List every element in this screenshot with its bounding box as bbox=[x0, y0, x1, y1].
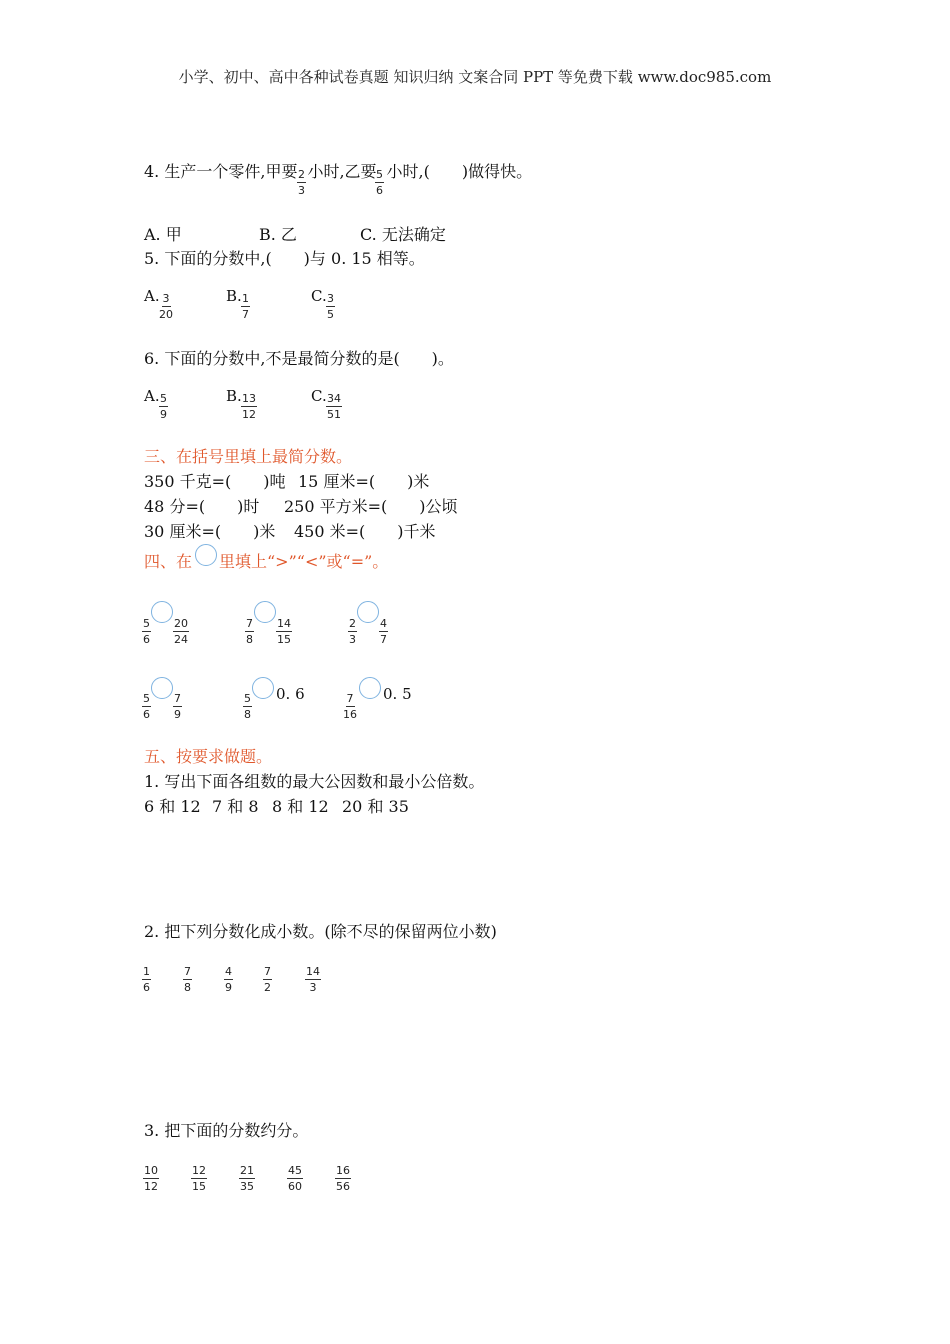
sec5-q1-item: 6 和 12 bbox=[144, 797, 201, 816]
compare-right-value: 0. 5 bbox=[383, 685, 412, 703]
frac-den: 7 bbox=[380, 633, 387, 646]
q6-label-a: A. bbox=[144, 387, 160, 405]
frac-den: 3 bbox=[298, 184, 305, 197]
frac-num: 7 bbox=[264, 965, 271, 978]
q5-stem: 5. 下面的分数中,( )与 0. 15 相等。 bbox=[144, 249, 425, 268]
frac-den: 20 bbox=[159, 308, 173, 321]
frac-num: 3 bbox=[162, 292, 170, 305]
frac-den: 15 bbox=[192, 1180, 206, 1193]
q5-label-a: A. bbox=[144, 287, 160, 305]
sec5-q3-fraction bbox=[239, 1164, 255, 1193]
frac-num: 2 bbox=[298, 168, 305, 181]
frac-num: 13 bbox=[242, 392, 256, 405]
sec5-q2-fraction bbox=[263, 965, 272, 994]
compare-answer-circle[interactable] bbox=[151, 601, 173, 623]
frac-num: 5 bbox=[244, 692, 251, 705]
frac-num: 7 bbox=[184, 965, 191, 978]
sec5-q2-fraction bbox=[224, 965, 233, 994]
compare-left-fraction bbox=[245, 617, 254, 646]
sec5-q1-stem: 1. 写出下面各组数的最大公因数和最小公倍数。 bbox=[144, 772, 485, 791]
compare-answer-circle[interactable] bbox=[254, 601, 276, 623]
frac-den: 3 bbox=[309, 981, 317, 994]
frac-den: 35 bbox=[240, 1180, 254, 1193]
sec5-q1-item: 8 和 12 bbox=[272, 797, 329, 816]
compare-answer-circle[interactable] bbox=[252, 677, 274, 699]
q6-fraction-a bbox=[159, 392, 168, 421]
sec5-q1-item: 7 和 8 bbox=[212, 797, 259, 816]
frac-den: 7 bbox=[242, 308, 249, 321]
q4-part1: 4. 生产一个零件,甲要 bbox=[144, 162, 298, 181]
q5-fraction-c bbox=[326, 292, 335, 321]
section-4-title-b: 里填上“>”“<”或“=”。 bbox=[219, 552, 389, 571]
q4-fraction-2 bbox=[375, 168, 384, 197]
compare-right-fraction bbox=[379, 617, 388, 646]
sec5-q2-fraction bbox=[183, 965, 192, 994]
compare-right-fraction bbox=[276, 617, 292, 646]
sec5-q1-item: 20 和 35 bbox=[342, 797, 409, 816]
frac-num: 7 bbox=[174, 692, 181, 705]
frac-den: 56 bbox=[336, 1180, 350, 1193]
q6-label-c: C. bbox=[311, 387, 327, 405]
sec5-q2-fraction bbox=[142, 965, 151, 994]
frac-den: 51 bbox=[327, 408, 341, 421]
frac-den: 6 bbox=[143, 708, 150, 721]
q6-label-b: B. bbox=[226, 387, 242, 405]
frac-num: 34 bbox=[327, 392, 341, 405]
page-header: 小学、初中、高中各种试卷真题 知识归纳 文案合同 PPT 等免费下载 www.doc985.com bbox=[178, 68, 772, 86]
section-5-title: 五、按要求做题。 bbox=[144, 747, 273, 766]
frac-num: 5 bbox=[376, 168, 383, 181]
frac-num: 4 bbox=[380, 617, 387, 630]
q4-part3: 小时,( )做得快。 bbox=[386, 162, 533, 181]
compare-left-fraction bbox=[343, 692, 357, 721]
compare-right-value: 0. 6 bbox=[276, 685, 305, 703]
q4-stem bbox=[144, 162, 532, 182]
blank-circle-icon bbox=[195, 544, 217, 566]
frac-den: 6 bbox=[376, 184, 383, 197]
frac-den: 2 bbox=[264, 981, 271, 994]
frac-num: 7 bbox=[346, 692, 354, 705]
sec3-item: 450 米=( )千米 bbox=[294, 522, 436, 541]
q4-fraction-1 bbox=[297, 168, 306, 197]
frac-num: 45 bbox=[288, 1164, 302, 1177]
compare-right-fraction bbox=[173, 617, 189, 646]
sec3-item: 48 分=( )时 bbox=[144, 497, 260, 516]
frac-den: 5 bbox=[327, 308, 334, 321]
frac-den: 8 bbox=[184, 981, 191, 994]
q6-stem: 6. 下面的分数中,不是最简分数的是( )。 bbox=[144, 349, 454, 368]
sec3-item: 250 平方米=( )公顷 bbox=[284, 497, 458, 516]
frac-num: 14 bbox=[277, 617, 291, 630]
frac-num: 10 bbox=[144, 1164, 158, 1177]
frac-den: 12 bbox=[144, 1180, 158, 1193]
frac-num: 2 bbox=[349, 617, 356, 630]
frac-num: 16 bbox=[336, 1164, 350, 1177]
frac-den: 60 bbox=[288, 1180, 302, 1193]
frac-den: 9 bbox=[174, 708, 181, 721]
frac-den: 3 bbox=[349, 633, 356, 646]
compare-left-fraction bbox=[243, 692, 252, 721]
section-4-title-a: 四、在 bbox=[144, 552, 193, 571]
frac-den: 16 bbox=[343, 708, 357, 721]
q6-fraction-b bbox=[241, 392, 257, 421]
compare-left-fraction bbox=[142, 692, 151, 721]
frac-num: 4 bbox=[225, 965, 232, 978]
frac-den: 15 bbox=[277, 633, 291, 646]
frac-num: 1 bbox=[242, 292, 249, 305]
compare-answer-circle[interactable] bbox=[151, 677, 173, 699]
q5-fraction-a bbox=[159, 292, 173, 321]
frac-den: 8 bbox=[244, 708, 251, 721]
frac-num: 5 bbox=[143, 692, 150, 705]
frac-num: 3 bbox=[327, 292, 334, 305]
frac-den: 9 bbox=[160, 408, 167, 421]
compare-left-fraction bbox=[348, 617, 357, 646]
sec5-q2-fraction bbox=[305, 965, 321, 994]
q4-option-b: B. 乙 bbox=[259, 225, 297, 244]
q6-fraction-c bbox=[326, 392, 342, 421]
sec5-q3-fraction bbox=[287, 1164, 303, 1193]
sec5-q3-fraction bbox=[143, 1164, 159, 1193]
q5-fraction-b bbox=[241, 292, 250, 321]
q4-option-c: C. 无法确定 bbox=[360, 225, 446, 244]
sec3-item: 15 厘米=( )米 bbox=[298, 472, 430, 491]
frac-den: 12 bbox=[242, 408, 256, 421]
frac-num: 7 bbox=[246, 617, 253, 630]
q5-label-b: B. bbox=[226, 287, 242, 305]
sec3-item: 30 厘米=( )米 bbox=[144, 522, 276, 541]
sec5-q3-stem: 3. 把下面的分数约分。 bbox=[144, 1121, 309, 1140]
sec5-q2-stem: 2. 把下列分数化成小数。(除不尽的保留两位小数) bbox=[144, 922, 497, 941]
compare-left-fraction bbox=[142, 617, 151, 646]
sec5-q3-fraction bbox=[335, 1164, 351, 1193]
frac-num: 12 bbox=[192, 1164, 206, 1177]
frac-num: 14 bbox=[306, 965, 320, 978]
frac-den: 8 bbox=[246, 633, 253, 646]
compare-answer-circle[interactable] bbox=[357, 601, 379, 623]
frac-num: 5 bbox=[160, 392, 167, 405]
q4-part2: 小时,乙要 bbox=[307, 162, 377, 181]
frac-num: 21 bbox=[240, 1164, 254, 1177]
compare-right-fraction bbox=[173, 692, 182, 721]
compare-answer-circle[interactable] bbox=[359, 677, 381, 699]
frac-num: 5 bbox=[143, 617, 150, 630]
section-3-title: 三、在括号里填上最简分数。 bbox=[144, 447, 353, 466]
frac-den: 6 bbox=[143, 633, 150, 646]
sec5-q3-fraction bbox=[191, 1164, 207, 1193]
q5-label-c: C. bbox=[311, 287, 327, 305]
frac-den: 24 bbox=[174, 633, 188, 646]
frac-num: 1 bbox=[143, 965, 150, 978]
frac-den: 9 bbox=[225, 981, 232, 994]
frac-den: 6 bbox=[143, 981, 150, 994]
frac-num: 20 bbox=[174, 617, 188, 630]
q4-option-a: A. 甲 bbox=[144, 225, 182, 244]
sec3-item: 350 千克=( )吨 bbox=[144, 472, 286, 491]
